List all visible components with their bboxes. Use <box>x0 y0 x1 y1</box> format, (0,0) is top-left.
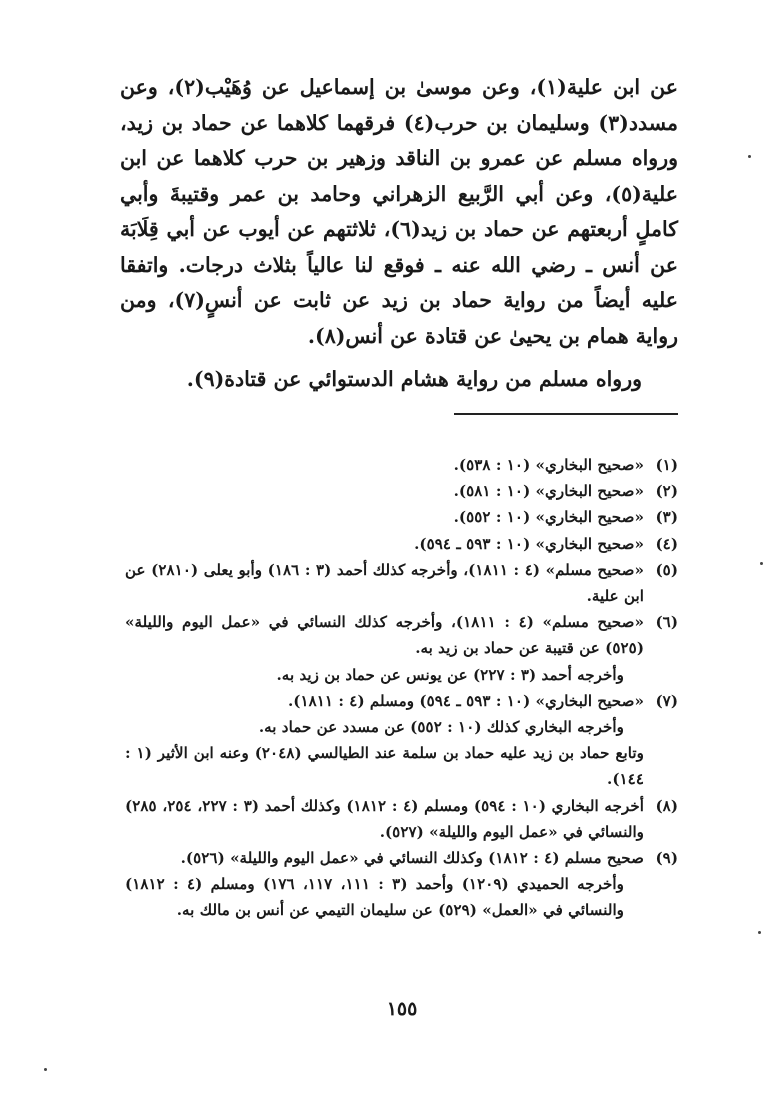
main-text <box>120 70 678 398</box>
page-number: ١٥٥ <box>386 998 418 1020</box>
footnote-text: أخرجه البخاري (١٠ : ٥٩٤) ومسلم (٤ : ١٨١٢) وكذلك أحمد (٣ : ٢٢٧، ٢٥٤، ٢٨٥) والنسائي في «عمل اليوم والليلة» (٥٢٧). <box>125 796 644 841</box>
footnote-6 <box>125 609 678 661</box>
footnote-number: (٤) <box>655 534 678 553</box>
footnote-number: (٥) <box>655 560 678 579</box>
footnote-number: (٨) <box>655 796 678 815</box>
footnote-text: «صحيح البخاري» (١٠ : ٥٥٢). <box>453 508 644 527</box>
main-paragraph-2: ورواه مسلم من رواية هشام الدستوائي عن قتادة(٩). <box>186 367 642 391</box>
footnote-number: (٩) <box>655 849 678 868</box>
footnote-7-trailing: وتابع حماد بن زيد عليه حماد بن سلمة عند الطيالسي (٢٠٤٨) وعنه ابن الأثير (١ : ١٤٤). <box>125 744 644 789</box>
footnote-text: «صحيح البخاري» (١٠ : ٥٣٨). <box>453 456 644 474</box>
footnote-4 <box>125 531 678 557</box>
footnote-number: (٣) <box>655 508 678 527</box>
footnote-7-continuation: وأخرجه البخاري كذلك (١٠ : ٥٥٢) عن مسدد عن حماد به. <box>258 718 624 737</box>
main-paragraph-1: عن ابن علية(١)، وعن موسىٰ بن إسماعيل عن وُهَيْب(٢)، وعن مسدد(٣) وسليمان بن حرب(٤) فرقهما كلاهما عن حماد بن زيد، ورواه مسلم عن عمرو بن الناقد وزهير بن حرب كلاهما عن ابن علية(٥)، وعن أبي الرَّبيع الزهراني وحامد بن عمر وقتيبةَ وأبي كاملٍ أربعتهم عن حماد بن زيد(٦)، ثلاثتهم عن أيوب عن أبي قِلَابَة عن أنس ـ رضي الله عنه ـ فوقع لنا عالياً بثلاث درجات. واتفقا عليه أيضاً من رواية حماد بن زيد عن ثابت عن أنسٍ(٧)، ومن رواية همام بن يحيىٰ عن قتادة عن أنس(٨). <box>120 75 679 348</box>
footnote-text: «صحيح البخاري» (١٠ : ٥٩٣ ـ ٥٩٤) ومسلم (٤ : ١٨١١). <box>287 691 644 710</box>
footnote-number: (١) <box>655 456 678 474</box>
footnote-text: صحيح مسلم (٤ : ١٨١٢) وكذلك النسائي في «عمل اليوم والليلة» (٥٢٦). <box>180 849 644 868</box>
footnote-number: (٧) <box>655 691 678 710</box>
footnote-8 <box>125 793 678 845</box>
footnote-text: «صحيح مسلم» (٤ : ١٨١١)، وأخرجه كذلك أحمد (٣ : ١٨٦) وأبو يعلى (٢٨١٠) عن ابن علية. <box>125 560 644 606</box>
scan-speck <box>44 1068 47 1071</box>
footnote-text: «صحيح مسلم» (٤ : ١٨١١)، وأخرجه كذلك النسائي في «عمل اليوم والليلة» (٥٢٥) عن قتيبة عن حماد بن زيد به. <box>125 613 644 658</box>
footnote-9 <box>125 845 678 871</box>
footnote-2 <box>125 478 678 504</box>
scan-speck <box>760 562 763 565</box>
footnote-text: «صحيح البخاري» (١٠ : ٥٩٣ ـ ٥٩٤). <box>414 534 644 553</box>
footnote-7 <box>125 688 678 714</box>
footnote-number: (٢) <box>655 482 678 501</box>
footnote-3 <box>125 504 678 530</box>
footnote-1 <box>125 452 678 478</box>
footnote-6-continuation: وأخرجه أحمد (٣ : ٢٢٧) عن يونس عن حماد بن زيد به. <box>276 665 624 684</box>
scan-speck <box>748 155 751 158</box>
footnote-divider <box>454 413 678 415</box>
scan-speck <box>758 931 761 934</box>
footnote-5 <box>125 557 678 609</box>
footnote-text: «صحيح البخاري» (١٠ : ٥٨١). <box>453 482 644 501</box>
footnotes <box>125 452 678 924</box>
footnote-9-continuation: وأخرجه الحميدي (١٢٠٩) وأحمد (٣ : ١١١، ١١٧، ١٧٦) ومسلم (٤ : ١٨١٢) والنسائي في «العمل» (٥٢٩) عن سليمان التيمي عن أنس بن مالك به. <box>125 875 624 920</box>
footnote-number: (٦) <box>655 613 678 632</box>
